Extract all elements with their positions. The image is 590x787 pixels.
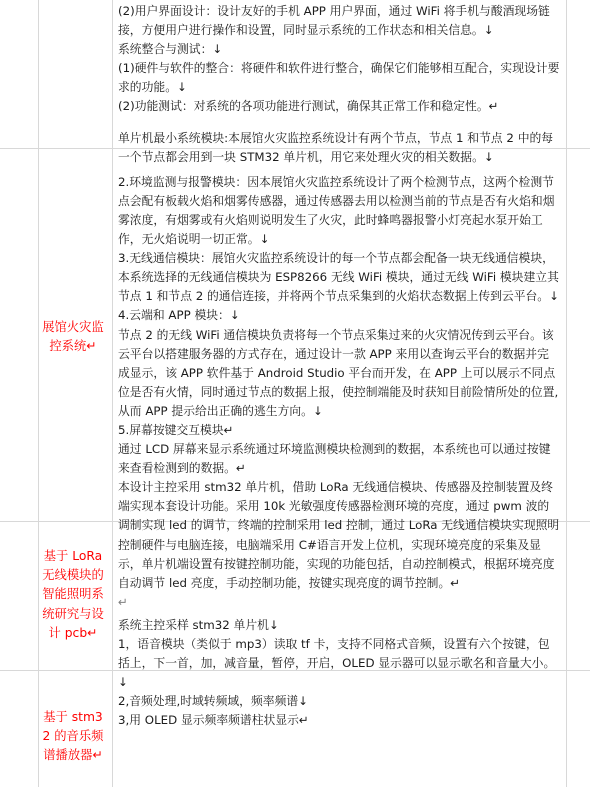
paragraph: 5.屏幕按键交互模块↵ (118, 422, 234, 437)
paragraph: 系统整合与测试：↓ (118, 42, 223, 57)
row-label-music-spectrum: 基于 stm32 的音乐频谱播放器↵ (42, 710, 104, 763)
paragraph: (2)功能测试：对系统的各项功能进行测试，确保其正常工作和稳定性。↵ (118, 99, 499, 114)
paragraph: 节点 2 的无线 WiFi 通信模块负责将每一个节点采集过来的火灾情况传到云平台。该云平台以搭建服务器的方式存在，通过设计一款 APP 来用以查询云平台的数据并完成显示，该 APP 软件基于 Android Studio 平台而开发，在 APP 上可以展示不同点位是否有火情，同时通过节点的数据上报，使控制端能及时获知目前险情所处的位置,从而 APP 提示给出正确的逃生方向。↓ (118, 327, 559, 418)
table-content-column (118, 0, 560, 730)
paragraph: 3.无线通信模块：展馆火灾监控系统设计的每一个节点都会配备一块无线通信模块，本系统选择的无线通信模块为 ESP8266 无线 WiFi 模块，通过无线 WiFi 模块建立其节点 1 和节点 2 的通信连接，并将两个节点采集到的火焰状态数据上传到云平台。↓ (118, 251, 559, 304)
row-label-lora-lighting: 基于 LoRa 无线模块的智能照明系统研究与设计 pcb↵ (42, 549, 104, 640)
paragraph: 2.环境监测与报警模块：因本展馆火灾监控系统设计了两个检测节点，这两个检测节点会配有板载火焰和烟雾传感器，通过传感器去用以检测当前的节点是否有火焰和烟雾浓度，有烟雾或有火焰则说明发生了火灾，此时蜂鸣器报警小灯亮起水泵开始工作，无火焰说明一切正常。↓ (118, 174, 555, 247)
paragraph: (1)硬件与软件的整合：将硬件和软件进行整合，确保它们能够相互配合，实现设计要求的功能。↓ (118, 61, 560, 95)
table-border-right (566, 0, 567, 787)
paragraph: 单片机最小系统模块:本展馆火灾监控系统设计有两个节点，节点 1 和节点 2 中的每一个节点都会用到一块 STM32 单片机，用它来处理火灾的相关数据。↓ (118, 130, 554, 164)
paragraph: 3,用 OLED 显示频率频谱柱状显示↵ (118, 713, 309, 728)
paragraph: 2,音频处理,时域转频域，频率频谱↓ (118, 694, 309, 709)
paragraph: 通过 LCD 屏幕来显示系统通过环境监测模块检测到的数据，本系统也可以通过按键来查看检测到的数据。↵ (118, 442, 551, 476)
paragraph: 本设计主控采用 stm32 单片机，借助 LoRa 无线通信模块、传感器及控制装置及终端实现本套设计功能。采用 10k 光敏强度传感器检测环境的亮度，通过 pwm 波的调制实现 led 的调节，终端的控制采用 led 控制，通过 LoRa 无线通信模块实现照明控制硬件与电脑连接，电脑端采用 C#语言开发上位机，实现环境亮度的采集及显示，单片机端设置有按键控制功能，实现的功能包括，自动控制模式，根据环境亮度自动调节 led 亮度，手动控制功能，按键实现亮度的调节控制。↵ (118, 480, 560, 590)
paragraph: 4.云端和 APP 模块：↓ (118, 308, 240, 323)
paragraph: (2)用户界面设计：设计友好的手机 APP 用户界面，通过 WiFi 将手机与酸酒现场链接，方便用户进行操作和设置，同时显示系统的工作状态和相关信息。↓ (118, 4, 550, 38)
table-border-left (38, 0, 39, 787)
table-column-divider (112, 0, 113, 787)
paragraph: ↵ (118, 594, 128, 609)
row-label-fire-monitoring: 展馆火灾监控系统↵ (42, 320, 104, 354)
paragraph: 系统主控采样 stm32 单片机↓ (118, 617, 279, 632)
paragraph: 1，语音模块（类似于 mp3）读取 tf 卡，支持不同格式音频，设置有六个按键，包括上，下一首，加，减音量，暂停，开启，OLED 显示器可以显示歌名和音量大小。↓ (118, 637, 556, 690)
